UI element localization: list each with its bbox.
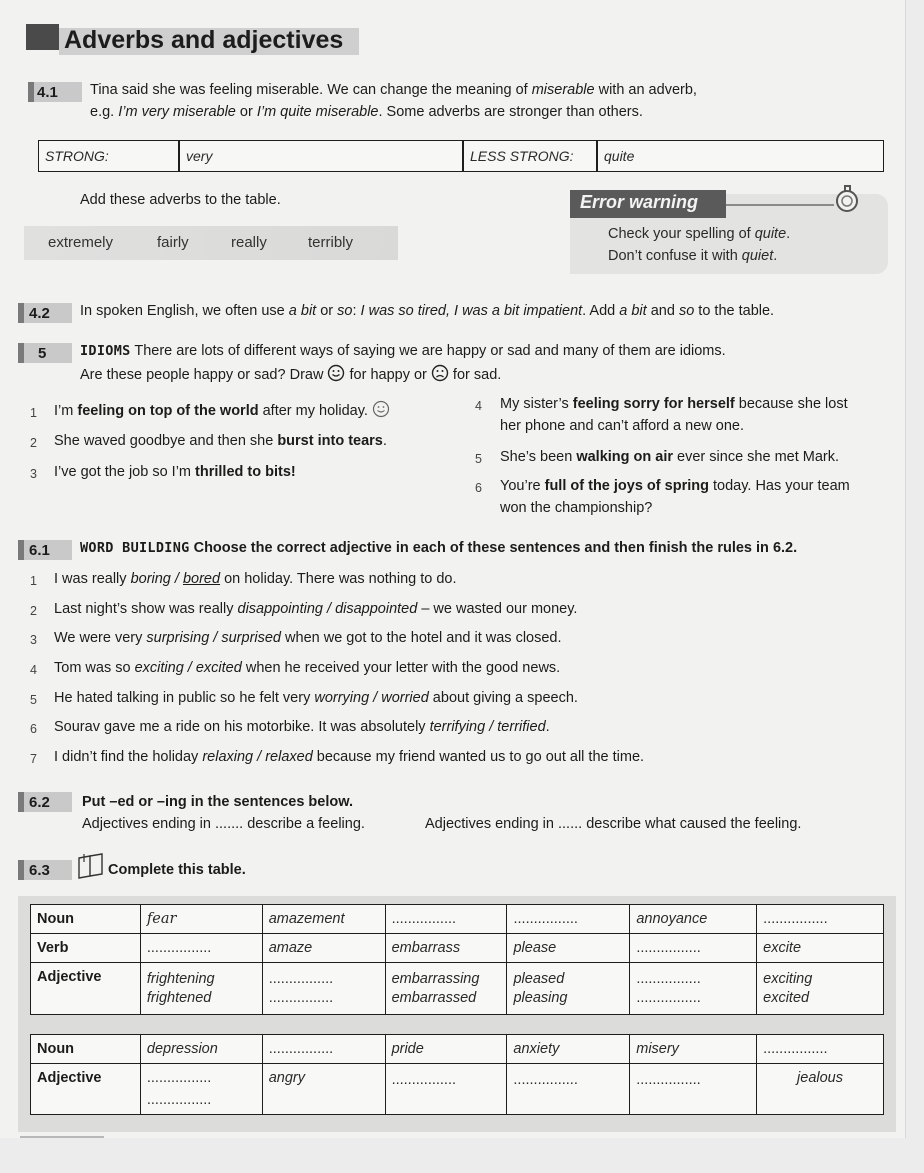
adjective-sentence-7: I didn’t find the holiday relaxing / relaxed because my friend wanted us to go out all the time.	[54, 749, 645, 765]
item-number: 2	[30, 436, 37, 450]
idiom-sentence-1: I’m feeling on top of the world after my holiday.	[54, 400, 390, 423]
row-header-verb: Verb	[31, 934, 141, 963]
exercise-5-instruction: Are these people happy or sad? Draw for happy or for sad.	[80, 364, 501, 387]
word-family-table-2	[30, 1034, 884, 1115]
row-header-noun: Noun	[31, 1035, 141, 1064]
cell-embarrassing-embarrassed: embarrassing embarrassed	[385, 963, 507, 1015]
adjective-sentence-2: Last night’s show was really disappointing / disappointed – we wasted our money.	[54, 601, 578, 617]
strong-example: very	[186, 148, 213, 164]
item-number: 2	[30, 604, 37, 618]
blank-cell[interactable]: ................	[630, 934, 757, 963]
item-number: 1	[30, 574, 37, 588]
cell-jealous: jealous	[757, 1064, 884, 1115]
blank-cell[interactable]: ................	[262, 1035, 385, 1064]
dictionary-book-icon	[76, 852, 106, 880]
item-number: 1	[30, 406, 37, 420]
blank-cell[interactable]: ................	[385, 905, 507, 934]
page-title: Adverbs and adjectives	[64, 26, 344, 54]
section-number-4-1: 4.1	[37, 84, 58, 101]
adjective-sentence-6: Sourav gave me a ride on his motorbike. It was absolutely terrifying / terrified.	[54, 719, 550, 735]
cell-embarrass: embarrass	[385, 934, 507, 963]
adverb-strength-table	[38, 140, 884, 172]
item-number: 4	[475, 399, 482, 413]
happy-face-icon	[327, 364, 345, 382]
item-number: 3	[30, 467, 37, 481]
section-number-6-3: 6.3	[29, 862, 50, 879]
cell-frightening-frightened: frightening frightened	[140, 963, 262, 1015]
blank-cell-pair[interactable]: ................ ................	[140, 1064, 262, 1115]
blank-cell[interactable]: ................	[757, 1035, 884, 1064]
idiom-sentence-2: She waved goodbye and then she burst into tears.	[54, 433, 387, 449]
answer-fear: fear	[140, 905, 262, 934]
cell-angry: angry	[262, 1064, 385, 1115]
blank-cell[interactable]: ................	[385, 1064, 507, 1115]
exercise-4-1-intro: Tina said she was feeling miserable. We can change the meaning of miserable with an adverb,	[90, 82, 697, 98]
idiom-sentence-4-cont: her phone and can’t afford a new one.	[500, 418, 745, 434]
cell-excite: excite	[757, 934, 884, 963]
item-number: 7	[30, 752, 37, 766]
sad-face-icon	[431, 364, 449, 382]
item-number: 3	[30, 633, 37, 647]
adjective-sentence-3: We were very surprising / surprised when we got to the hotel and it was closed.	[54, 630, 562, 646]
item-number: 4	[30, 663, 37, 677]
adverb-word: terribly	[308, 234, 354, 251]
cell-anxiety: anxiety	[507, 1035, 630, 1064]
exercise-6-2-instruction: Put –ed or –ing in the sentences below.	[82, 794, 353, 810]
blank-cell[interactable]: ................	[507, 905, 630, 934]
adjective-sentence-5: He hated talking in public so he felt very worrying / worried about giving a speech.	[54, 690, 578, 706]
cell-annoyance: annoyance	[630, 905, 757, 934]
rule-cause: Adjectives ending in ...... describe what caused the feeling.	[425, 816, 802, 832]
page-footer-line	[20, 1136, 104, 1138]
cell-depression: depression	[140, 1035, 262, 1064]
cell-please: please	[507, 934, 630, 963]
blank-cell[interactable]: ................	[630, 1064, 757, 1115]
adverb-word: really	[231, 234, 267, 251]
exercise-6-1-intro: WORD BUILDING Choose the correct adjective in each of these sentences and then finish the rules in 6.2.	[80, 540, 798, 556]
error-warning-line-1: Check your spelling of quite.	[608, 226, 791, 242]
cell-pride: pride	[385, 1035, 507, 1064]
strong-label: STRONG:	[45, 148, 109, 164]
title-marker	[26, 24, 59, 50]
idiom-sentence-6-cont: won the championship?	[500, 500, 653, 516]
idiom-sentence-4: My sister’s feeling sorry for herself because she lost	[500, 396, 848, 412]
item-number: 5	[30, 693, 37, 707]
blank-cell[interactable]: ................	[140, 934, 262, 963]
error-warning-line-2: Don’t confuse it with quiet.	[608, 248, 778, 264]
word-family-table-1	[30, 904, 884, 1015]
exercise-4-1-instruction: Add these adverbs to the table.	[80, 192, 281, 208]
section-number-6-2: 6.2	[29, 794, 50, 811]
blank-cell-pair[interactable]: ................ ................	[630, 963, 757, 1015]
blank-cell[interactable]: ................	[507, 1064, 630, 1115]
item-number: 5	[475, 452, 482, 466]
section-number-5: 5	[38, 345, 47, 362]
error-warning-divider	[726, 204, 834, 206]
warning-bomb-icon	[832, 184, 862, 214]
less-strong-example: quite	[604, 148, 635, 164]
rule-feeling: Adjectives ending in ....... describe a feeling.	[82, 816, 365, 832]
exercise-4-1-example: e.g. I’m very miserable or I’m quite miserable. Some adverbs are stronger than others.	[90, 104, 643, 120]
row-header-adjective: Adjective	[31, 1064, 141, 1115]
exercise-6-3-instruction: Complete this table.	[108, 862, 246, 878]
section-number-6-1: 6.1	[29, 542, 50, 559]
blank-cell-pair[interactable]: ................ ................	[262, 963, 385, 1015]
blank-cell[interactable]: ................	[757, 905, 884, 934]
handdrawn-happy-face-icon	[372, 400, 390, 418]
adverb-word: fairly	[157, 234, 189, 251]
cell-exciting-excited: exciting excited	[757, 963, 884, 1015]
adjective-sentence-1: I was really boring / bored on holiday. There was nothing to do.	[54, 571, 457, 587]
idiom-sentence-6: You’re full of the joys of spring today. Has your team	[500, 478, 850, 494]
item-number: 6	[475, 481, 482, 495]
section-number-4-2: 4.2	[29, 305, 50, 322]
cell-misery: misery	[630, 1035, 757, 1064]
error-warning-title: Error warning	[580, 192, 699, 212]
row-header-noun: Noun	[31, 905, 141, 934]
exercise-4-2-text: In spoken English, we often use a bit or so: I was so tired, I was a bit impatient. Add a bit and so to the table.	[80, 303, 775, 319]
idiom-sentence-5: She’s been walking on air ever since she met Mark.	[500, 449, 840, 465]
adjective-sentence-4: Tom was so exciting / excited when he received your letter with the good news.	[54, 660, 561, 676]
exercise-5-intro: IDIOMS There are lots of different ways of saying we are happy or sad and many of them are idioms.	[80, 343, 726, 359]
adverb-word: extremely	[48, 234, 114, 251]
cell-amazement: amazement	[262, 905, 385, 934]
idiom-sentence-3: I’ve got the job so I’m thrilled to bits!	[54, 464, 296, 480]
cell-amaze: amaze	[262, 934, 385, 963]
cell-pleased-pleasing: pleased pleasing	[507, 963, 630, 1015]
item-number: 6	[30, 722, 37, 736]
less-strong-label: LESS STRONG:	[470, 148, 574, 164]
row-header-adjective: Adjective	[31, 963, 141, 1015]
